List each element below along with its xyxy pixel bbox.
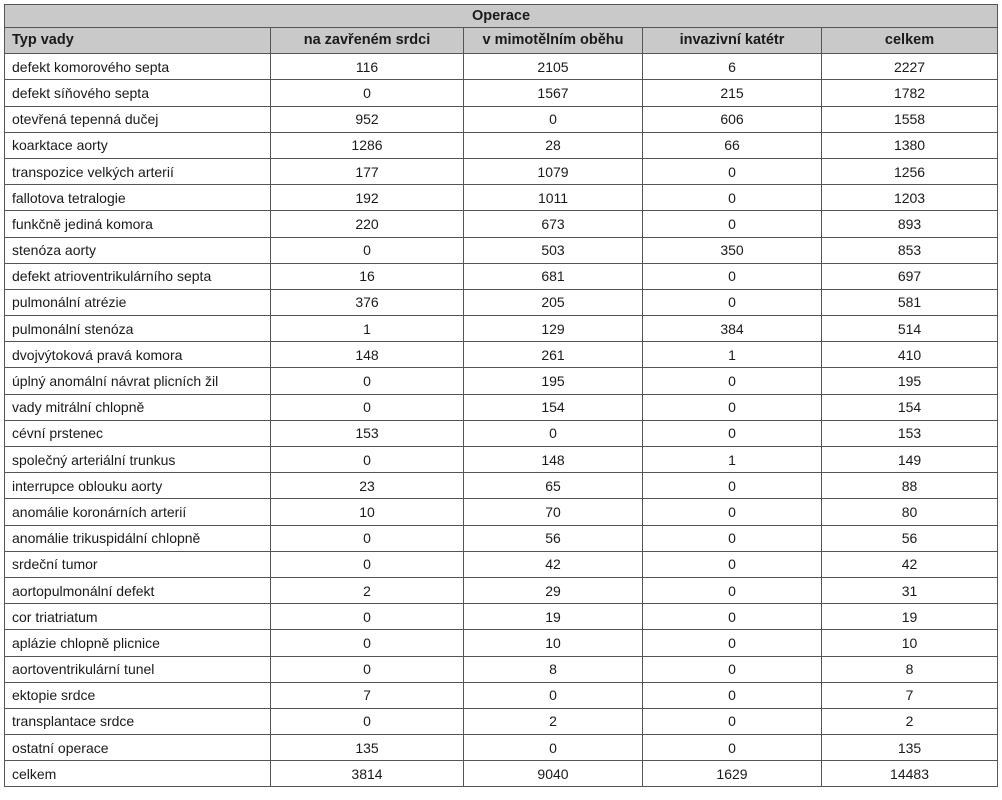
closed-heart-cell: 0 — [271, 368, 464, 394]
closed-heart-cell: 0 — [271, 447, 464, 473]
defect-name-cell: defekt komorového septa — [5, 54, 271, 80]
closed-heart-cell: 0 — [271, 80, 464, 106]
defect-name-cell: pulmonální atrézie — [5, 289, 271, 315]
catheter-cell: 0 — [643, 158, 822, 184]
bypass-cell: 2105 — [464, 54, 643, 80]
bypass-cell: 503 — [464, 237, 643, 263]
defect-name-cell: koarktace aorty — [5, 132, 271, 158]
bypass-cell: 29 — [464, 577, 643, 603]
defect-name-cell: defekt atrioventrikulárního septa — [5, 263, 271, 289]
table-row — [5, 211, 998, 237]
closed-heart-cell: 2 — [271, 577, 464, 603]
total-cell: 10 — [822, 630, 998, 656]
table-row — [5, 289, 998, 315]
closed-heart-cell: 220 — [271, 211, 464, 237]
defect-name-cell: aortoventrikulární tunel — [5, 656, 271, 682]
defect-name-cell: defekt síňového septa — [5, 80, 271, 106]
defect-name-cell: otevřená tepenná dučej — [5, 106, 271, 132]
table-row — [5, 604, 998, 630]
closed-heart-cell: 0 — [271, 394, 464, 420]
total-cell: 80 — [822, 499, 998, 525]
catheter-cell: 0 — [643, 211, 822, 237]
table-row — [5, 630, 998, 656]
closed-heart-cell: 0 — [271, 551, 464, 577]
catheter-cell: 66 — [643, 132, 822, 158]
total-cell: 697 — [822, 263, 998, 289]
closed-heart-cell: 0 — [271, 630, 464, 656]
table-row — [5, 132, 998, 158]
total-cell: 514 — [822, 316, 998, 342]
catheter-cell: 0 — [643, 473, 822, 499]
catheter-cell: 0 — [643, 394, 822, 420]
bypass-cell: 42 — [464, 551, 643, 577]
operations-table — [4, 4, 998, 787]
bypass-cell: 0 — [464, 682, 643, 708]
defect-name-cell: transplantace srdce — [5, 708, 271, 734]
defect-name-cell: cévní prstenec — [5, 420, 271, 446]
table-row — [5, 394, 998, 420]
catheter-cell: 0 — [643, 289, 822, 315]
total-cell: 581 — [822, 289, 998, 315]
group-header: Operace — [5, 5, 998, 28]
total-cell: 135 — [822, 735, 998, 761]
defect-name-cell: srdeční tumor — [5, 551, 271, 577]
total-cell: 1782 — [822, 80, 998, 106]
closed-heart-cell: 177 — [271, 158, 464, 184]
table-row — [5, 499, 998, 525]
catheter-cell: 1 — [643, 447, 822, 473]
bypass-cell: 129 — [464, 316, 643, 342]
total-cell: 14483 — [822, 761, 998, 787]
catheter-cell: 1 — [643, 342, 822, 368]
catheter-cell: 0 — [643, 185, 822, 211]
column-header-row — [5, 28, 998, 54]
total-cell: 1203 — [822, 185, 998, 211]
total-cell: 19 — [822, 604, 998, 630]
column-header-bypass: v mimotělním oběhu — [464, 28, 643, 54]
table-row — [5, 551, 998, 577]
defect-name-cell: společný arteriální trunkus — [5, 447, 271, 473]
bypass-cell: 56 — [464, 525, 643, 551]
bypass-cell: 0 — [464, 420, 643, 446]
group-header-row — [5, 5, 998, 28]
total-cell: 893 — [822, 211, 998, 237]
closed-heart-cell: 0 — [271, 656, 464, 682]
catheter-cell: 0 — [643, 682, 822, 708]
total-cell: 56 — [822, 525, 998, 551]
table-row — [5, 368, 998, 394]
defect-name-cell: vady mitrální chlopně — [5, 394, 271, 420]
total-cell: 7 — [822, 682, 998, 708]
catheter-cell: 0 — [643, 708, 822, 734]
catheter-cell: 6 — [643, 54, 822, 80]
total-cell: 1256 — [822, 158, 998, 184]
catheter-cell: 0 — [643, 499, 822, 525]
defect-name-cell: funkčně jediná komora — [5, 211, 271, 237]
catheter-cell: 0 — [643, 656, 822, 682]
total-cell: 853 — [822, 237, 998, 263]
defect-name-cell: transpozice velkých arterií — [5, 158, 271, 184]
defect-name-cell: dvojvýtoková pravá komora — [5, 342, 271, 368]
closed-heart-cell: 0 — [271, 708, 464, 734]
closed-heart-cell: 16 — [271, 263, 464, 289]
table-row — [5, 80, 998, 106]
defect-name-cell: ostatní operace — [5, 735, 271, 761]
table-row — [5, 54, 998, 80]
bypass-cell: 154 — [464, 394, 643, 420]
defect-name-cell: aortopulmonální defekt — [5, 577, 271, 603]
closed-heart-cell: 1 — [271, 316, 464, 342]
total-cell: 2 — [822, 708, 998, 734]
table-row — [5, 420, 998, 446]
column-header-defect-type: Typ vady — [5, 28, 271, 54]
total-cell: 31 — [822, 577, 998, 603]
table-row — [5, 656, 998, 682]
bypass-cell: 9040 — [464, 761, 643, 787]
defect-name-cell: úplný anomální návrat plicních žil — [5, 368, 271, 394]
bypass-cell: 1567 — [464, 80, 643, 106]
column-header-catheter: invazivní katétr — [643, 28, 822, 54]
table-row — [5, 106, 998, 132]
defect-name-cell: pulmonální stenóza — [5, 316, 271, 342]
table-row — [5, 342, 998, 368]
total-cell: 88 — [822, 473, 998, 499]
bypass-cell: 673 — [464, 211, 643, 237]
catheter-cell: 0 — [643, 630, 822, 656]
closed-heart-cell: 10 — [271, 499, 464, 525]
catheter-cell: 384 — [643, 316, 822, 342]
table-row — [5, 473, 998, 499]
bypass-cell: 70 — [464, 499, 643, 525]
catheter-cell: 606 — [643, 106, 822, 132]
closed-heart-cell: 7 — [271, 682, 464, 708]
catheter-cell: 0 — [643, 525, 822, 551]
total-cell: 195 — [822, 368, 998, 394]
column-header-closed-heart: na zavřeném srdci — [271, 28, 464, 54]
catheter-cell: 0 — [643, 577, 822, 603]
closed-heart-cell: 116 — [271, 54, 464, 80]
defect-name-cell: celkem — [5, 761, 271, 787]
bypass-cell: 261 — [464, 342, 643, 368]
closed-heart-cell: 0 — [271, 525, 464, 551]
column-header-total: celkem — [822, 28, 998, 54]
closed-heart-cell: 153 — [271, 420, 464, 446]
bypass-cell: 205 — [464, 289, 643, 315]
closed-heart-cell: 376 — [271, 289, 464, 315]
defect-name-cell: ektopie srdce — [5, 682, 271, 708]
defect-name-cell: cor triatriatum — [5, 604, 271, 630]
bypass-cell: 1079 — [464, 158, 643, 184]
table-row — [5, 682, 998, 708]
table-row — [5, 185, 998, 211]
closed-heart-cell: 3814 — [271, 761, 464, 787]
bypass-cell: 0 — [464, 106, 643, 132]
bypass-cell: 65 — [464, 473, 643, 499]
table-row — [5, 525, 998, 551]
catheter-cell: 0 — [643, 420, 822, 446]
bypass-cell: 28 — [464, 132, 643, 158]
total-cell: 153 — [822, 420, 998, 446]
catheter-cell: 1629 — [643, 761, 822, 787]
closed-heart-cell: 1286 — [271, 132, 464, 158]
bypass-cell: 148 — [464, 447, 643, 473]
closed-heart-cell: 135 — [271, 735, 464, 761]
bypass-cell: 1011 — [464, 185, 643, 211]
total-cell: 149 — [822, 447, 998, 473]
closed-heart-cell: 192 — [271, 185, 464, 211]
closed-heart-cell: 23 — [271, 473, 464, 499]
catheter-cell: 0 — [643, 263, 822, 289]
total-cell: 410 — [822, 342, 998, 368]
catheter-cell: 0 — [643, 551, 822, 577]
total-cell: 42 — [822, 551, 998, 577]
catheter-cell: 0 — [643, 368, 822, 394]
closed-heart-cell: 148 — [271, 342, 464, 368]
table-row — [5, 447, 998, 473]
total-cell: 154 — [822, 394, 998, 420]
bypass-cell: 8 — [464, 656, 643, 682]
total-cell: 2227 — [822, 54, 998, 80]
defect-name-cell: anomálie trikuspidální chlopně — [5, 525, 271, 551]
table-body — [5, 54, 998, 787]
defect-name-cell: interrupce oblouku aorty — [5, 473, 271, 499]
table-row — [5, 577, 998, 603]
closed-heart-cell: 0 — [271, 237, 464, 263]
bypass-cell: 0 — [464, 735, 643, 761]
catheter-cell: 215 — [643, 80, 822, 106]
bypass-cell: 2 — [464, 708, 643, 734]
table-row — [5, 237, 998, 263]
bypass-cell: 195 — [464, 368, 643, 394]
table-row — [5, 708, 998, 734]
total-cell: 8 — [822, 656, 998, 682]
closed-heart-cell: 0 — [271, 604, 464, 630]
defect-name-cell: fallotova tetralogie — [5, 185, 271, 211]
catheter-cell: 0 — [643, 735, 822, 761]
bypass-cell: 10 — [464, 630, 643, 656]
defect-name-cell: anomálie koronárních arterií — [5, 499, 271, 525]
table-row — [5, 735, 998, 761]
catheter-cell: 350 — [643, 237, 822, 263]
defect-name-cell: stenóza aorty — [5, 237, 271, 263]
total-cell: 1380 — [822, 132, 998, 158]
table-row — [5, 263, 998, 289]
bypass-cell: 19 — [464, 604, 643, 630]
total-cell: 1558 — [822, 106, 998, 132]
table-row — [5, 158, 998, 184]
bypass-cell: 681 — [464, 263, 643, 289]
table-row — [5, 316, 998, 342]
total-row — [5, 761, 998, 787]
closed-heart-cell: 952 — [271, 106, 464, 132]
defect-name-cell: aplázie chlopně plicnice — [5, 630, 271, 656]
catheter-cell: 0 — [643, 604, 822, 630]
